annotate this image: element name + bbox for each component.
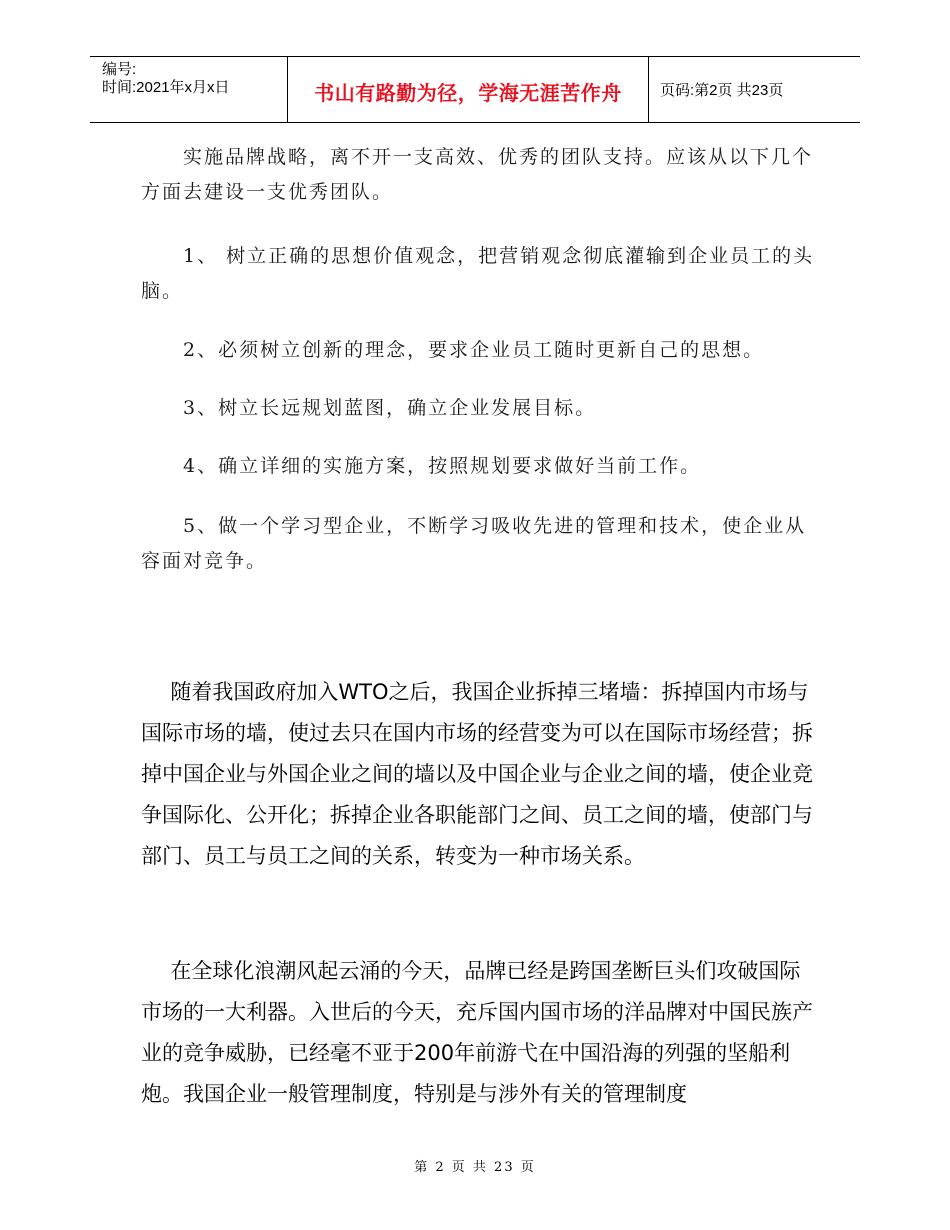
body-paragraph-brand: 在全球化浪潮风起云涌的今天，品牌已经是跨国垄断巨头们攻破国际市场的一大利器。入世后的今天，充斥国内国市场的洋品牌对中国民族产业的竞争威胁，已经毫不亚于200年前游弋在中国沿海的列强的坚船利炮。我国企业一般管理制度，特别是与涉外有关的管理制度 <box>141 959 813 1106</box>
intro-section <box>141 140 816 210</box>
intro-paragraph: 实施品牌战略，离不开一支高效、优秀的团队支持。应该从以下几个方面去建设一支优秀团队。 <box>141 146 814 203</box>
list-item: 3、树立长远规划蓝图，确立企业发展目标。 <box>141 397 597 419</box>
header-separator-right <box>648 56 649 122</box>
page-footer: 第 2 页 共 23 页 <box>414 1160 536 1175</box>
body-paragraph-wto: 随着我国政府加入WTO之后，我国企业拆掉三堵墙：拆掉国内市场与国际市场的墙，使过去只在国内市场的经营变为可以在国际市场经营；拆掉中国企业与外国企业之间的墙以及中国企业与企业之间的墙，使企业竞争国际化、公开化；拆掉企业各职能部门之间、员工之间的墙，使部门与部门、员工与员工之间的关系，转变为一种市场关系。 <box>141 680 813 868</box>
list-item: 5、做一个学习型企业，不断学习吸收先进的管理和技术，使企业从容面对竞争。 <box>141 515 807 572</box>
body-section <box>141 672 816 877</box>
body-section-brand <box>141 951 816 1115</box>
list-item: 4、确立详细的实施方案，按照规划要求做好当前工作。 <box>141 455 702 477</box>
header-bottom-rule <box>90 122 860 123</box>
header-top-rule <box>90 56 860 57</box>
header-motto: 书山有路勤为径，学海无涯苦作舟 <box>314 81 622 105</box>
document-time-label: 时间:2021年x月x日 <box>102 79 230 96</box>
list-item: 2、必须树立创新的理念，要求企业员工随时更新自己的思想。 <box>141 339 765 361</box>
document-number-label: 编号: <box>102 61 137 78</box>
header-page-info: 页码:第2页 共23页 <box>660 82 784 99</box>
list-item: 1、 树立正确的思想价值观念，把营销观念彻底灌输到企业员工的头脑。 <box>141 245 815 302</box>
